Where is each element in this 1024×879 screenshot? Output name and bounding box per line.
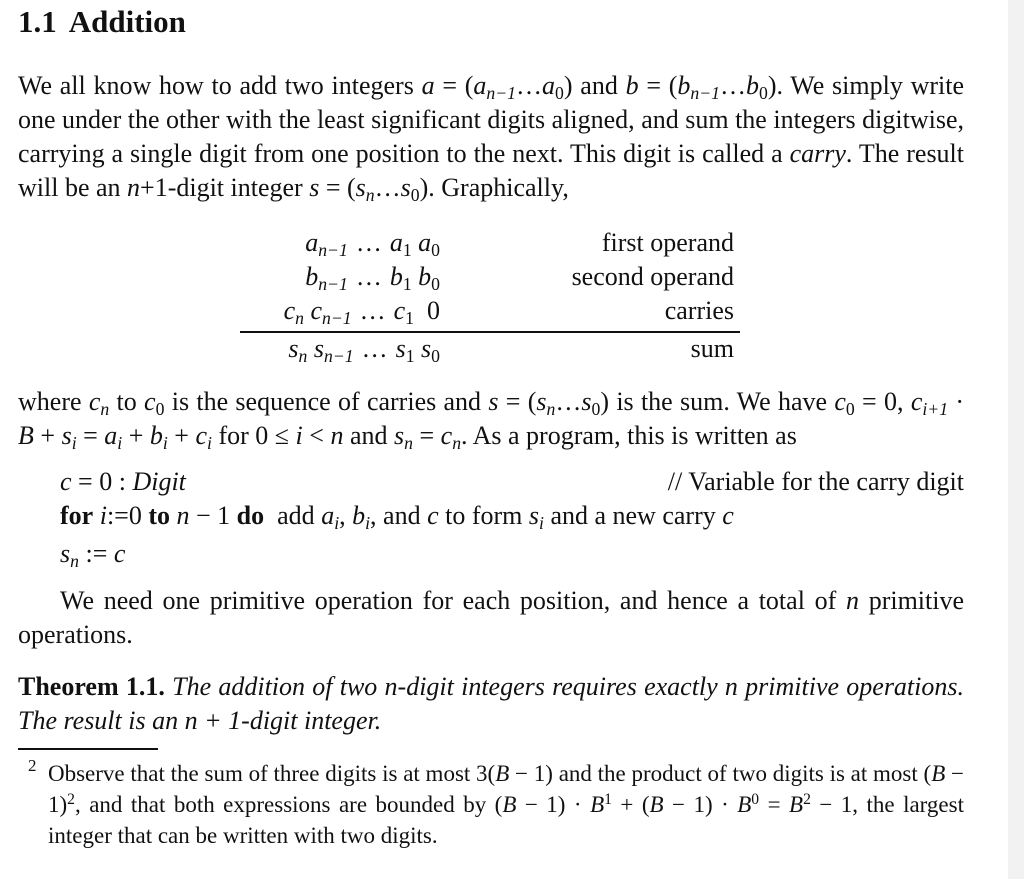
footnote: Observe that the sum of three digits is at most 3(B − 1) and the product of two digits is at most $(B - 1)^2$, and that both expressions are bounded by $(B - 1) \cdot B^1 + (B - 1) \cdot B^0 = B^2 - 1$, the largest integer that can be written with two digits.	[48, 761, 964, 848]
row-label: carries	[664, 296, 734, 325]
theorem-block: Theorem 1.1. The addition of two n-digit integers requires exactly n primitive operations. The result is an n + 1-digit integer.	[18, 672, 964, 735]
scrollbar[interactable]	[1008, 0, 1024, 879]
row-label: sum	[690, 334, 734, 363]
row-label: second operand	[571, 262, 734, 291]
theorem-label: Theorem 1.1.	[18, 672, 165, 701]
table-row: $s_n$ $s_{n-1}$ … $s_1$ $s_0$ sum	[288, 334, 734, 366]
section-title: Addition	[68, 4, 186, 39]
sum-rule	[240, 331, 740, 333]
addition-table	[230, 228, 740, 368]
carries-paragraph: where $c_n$ to $c_0$ is the sequence of carries and $s = (s_n\dots s_0)$ is the sum. We have $c_0 = 0$, $c_{i+1} \cdot B + s_i = a_i + b_i + c_i$ for 0 ≤ i < n and $s_n = c_n$. As a program, this is written as	[18, 387, 964, 453]
program-comment: // Variable for the carry digit	[667, 467, 964, 496]
table-row: $a_{n-1}$ … $a_1$ $a_0$ first operand	[305, 228, 734, 260]
primitive-ops-paragraph: We need one primitive operation for each position, and hence a total of n primitive operations.	[18, 586, 965, 649]
program-line: for i:=0 to n − 1 do add $a_i$, $b_i$, and c to form $s_i$ and a new carry c	[60, 501, 734, 533]
intro-paragraph: We all know how to add two integers $a = (a_{n-1}\dots a_0)$ and $b = (b_{n-1}\dots b_0)$. We simply write one under the other with the least significant digits aligned, and sum the integers digitwise, carrying a single digit from one position to the next. This digit is called a carry. The result will be an n+1-digit integer $s = (s_n\dots s_0)$. Graphically,	[18, 71, 965, 205]
row-label: first operand	[601, 228, 734, 257]
footnote-rule	[18, 748, 158, 750]
table-row: $b_{n-1}$ … $b_1$ $b_0$ second operand	[305, 262, 734, 294]
section-number: 1.1	[18, 4, 57, 39]
footnote-marker: 2	[28, 756, 37, 775]
table-row: $c_n$ $c_{n-1}$ … $c_1$ 0 carries	[283, 296, 734, 328]
section-heading	[18, 2, 186, 42]
program-line: c = 0 : Digit // Variable for the carry digit	[60, 467, 964, 496]
program-line: $s_n$ := c	[60, 539, 126, 571]
